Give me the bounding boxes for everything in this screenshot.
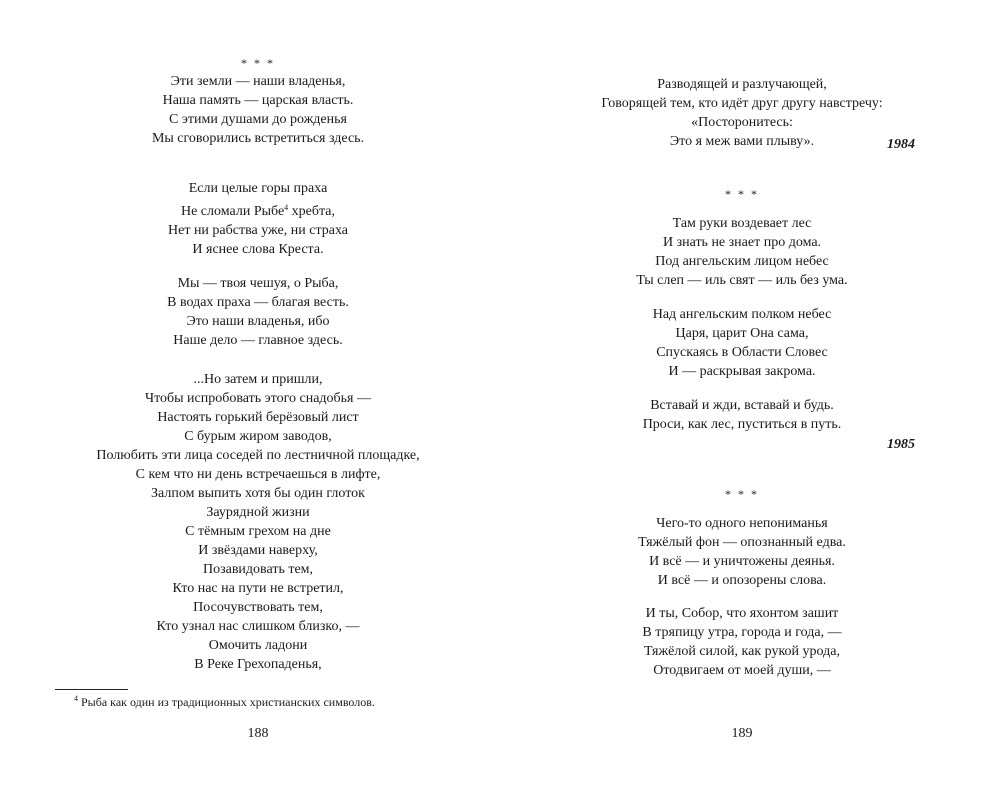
verse-line: Говорящей тем, кто идёт друг другу навстречу: <box>601 96 883 111</box>
verse-line: С тёмным грехом на дне <box>185 524 331 539</box>
verse-line: И — раскрывая закрома. <box>668 364 816 379</box>
right-page <box>500 0 1000 800</box>
verse-line: Ты слеп — иль свят — иль без ума. <box>636 273 848 288</box>
verse-line: Посочувствовать тем, <box>193 600 323 615</box>
footnote <box>74 694 375 710</box>
stanza <box>8 370 508 674</box>
footnote-reference[interactable]: 4 <box>284 203 289 212</box>
verse-line: Отодвигаем от моей души, — <box>653 663 831 678</box>
verse-line: Там руки воздевает лес <box>672 216 812 231</box>
stanza <box>492 305 992 381</box>
verse-line: Заурядной жизни <box>206 505 310 520</box>
footnote-divider <box>55 689 128 690</box>
verse-line: Чего-то одного непониманья <box>656 516 828 531</box>
verse-line: «Посторонитесь: <box>691 115 793 130</box>
poem-year: 1985 <box>887 437 915 452</box>
verse-line: И всё — и уничтожены деянья. <box>649 554 835 569</box>
verse-line: Царя, царит Она сама, <box>675 326 809 341</box>
verse-line: Разводящей и разлучающей, <box>657 77 827 92</box>
verse-line: Омочить ладони <box>208 638 308 653</box>
stanza <box>8 274 508 350</box>
page-number: 189 <box>731 726 753 741</box>
verse-line: Полюбить эти лица соседей по лестничной площадке, <box>96 448 420 463</box>
stanza <box>8 179 508 259</box>
verse-line: Спускаясь в Области Словес <box>656 345 828 360</box>
verse-line: Кто нас на пути не встретил, <box>172 581 344 596</box>
verse-line: Это я меж вами плыву». <box>669 134 815 149</box>
verse-line: В тряпицу утра, города и года, — <box>642 625 842 640</box>
stanza <box>492 604 992 680</box>
verse-line: Над ангельским полком небес <box>652 307 832 322</box>
verse-line: С кем что ни день встречаешься в лифте, <box>135 467 381 482</box>
verse-line: Тяжёлой силой, как рукой урода, <box>644 644 840 659</box>
poem-year: 1984 <box>887 137 915 152</box>
verse-text: хребта, <box>291 204 336 219</box>
stanza <box>8 72 508 148</box>
stanza <box>492 214 992 290</box>
verse-line: Нет ни рабства уже, ни страха <box>168 223 348 238</box>
verse-line: Наше дело — главное здесь. <box>173 333 343 348</box>
stanza <box>492 396 992 434</box>
section-divider: * * * <box>241 56 275 70</box>
verse-line: Мы сговорились встретиться здесь. <box>151 131 365 146</box>
stanza <box>492 514 992 590</box>
verse-line: Чтобы испробовать этого снадобья — <box>145 391 371 406</box>
verse-line <box>8 198 508 221</box>
verse-line: Позавидовать тем, <box>202 562 314 577</box>
verse-line: Под ангельским лицом небес <box>655 254 829 269</box>
section-divider: * * * <box>725 187 759 201</box>
verse-line: И всё — и опозорены слова. <box>657 573 827 588</box>
verse-line: Тяжёлый фон — опознанный едва. <box>638 535 846 550</box>
verse-line: И звёздами наверху, <box>198 543 318 558</box>
footnote-text: Рыба как один из традиционных христианских символов. <box>81 695 375 709</box>
verse-line: Залпом выпить хотя бы один глоток <box>151 486 365 501</box>
verse-line: Это наши владенья, ибо <box>186 314 330 329</box>
footnote-mark: 4 <box>74 694 78 703</box>
verse-line: С бурым жиром заводов, <box>184 429 332 444</box>
verse-line: В водах праха — благая весть. <box>167 295 349 310</box>
verse-line: Вставай и жди, вставай и будь. <box>650 398 834 413</box>
verse-line: В Реке Грехопаденья, <box>194 657 322 672</box>
verse-line: И знать не знает про дома. <box>662 235 822 250</box>
verse-line: Наша память — царская власть. <box>162 93 354 108</box>
verse-line: Эти земли — наши владенья, <box>170 74 346 89</box>
verse-line: И яснее слова Креста. <box>192 242 324 257</box>
page-number: 188 <box>247 726 269 741</box>
verse-line: Кто узнал нас слишком близко, — <box>156 619 360 634</box>
verse-line: ...Но затем и пришли, <box>193 372 323 387</box>
section-divider: * * * <box>725 487 759 501</box>
verse-line: Если целые горы праха <box>188 181 328 196</box>
verse-line: Мы — твоя чешуя, о Рыба, <box>177 276 339 291</box>
verse-line: Настоять горький берёзовый лист <box>157 410 359 425</box>
stanza <box>492 75 992 151</box>
verse-line: С этими душами до рожденья <box>169 112 347 127</box>
verse-line: Проси, как лес, пуститься в путь. <box>642 417 842 432</box>
verse-line: И ты, Собор, что яхонтом зашит <box>645 606 839 621</box>
verse-text: Не сломали Рыбе <box>180 204 285 219</box>
